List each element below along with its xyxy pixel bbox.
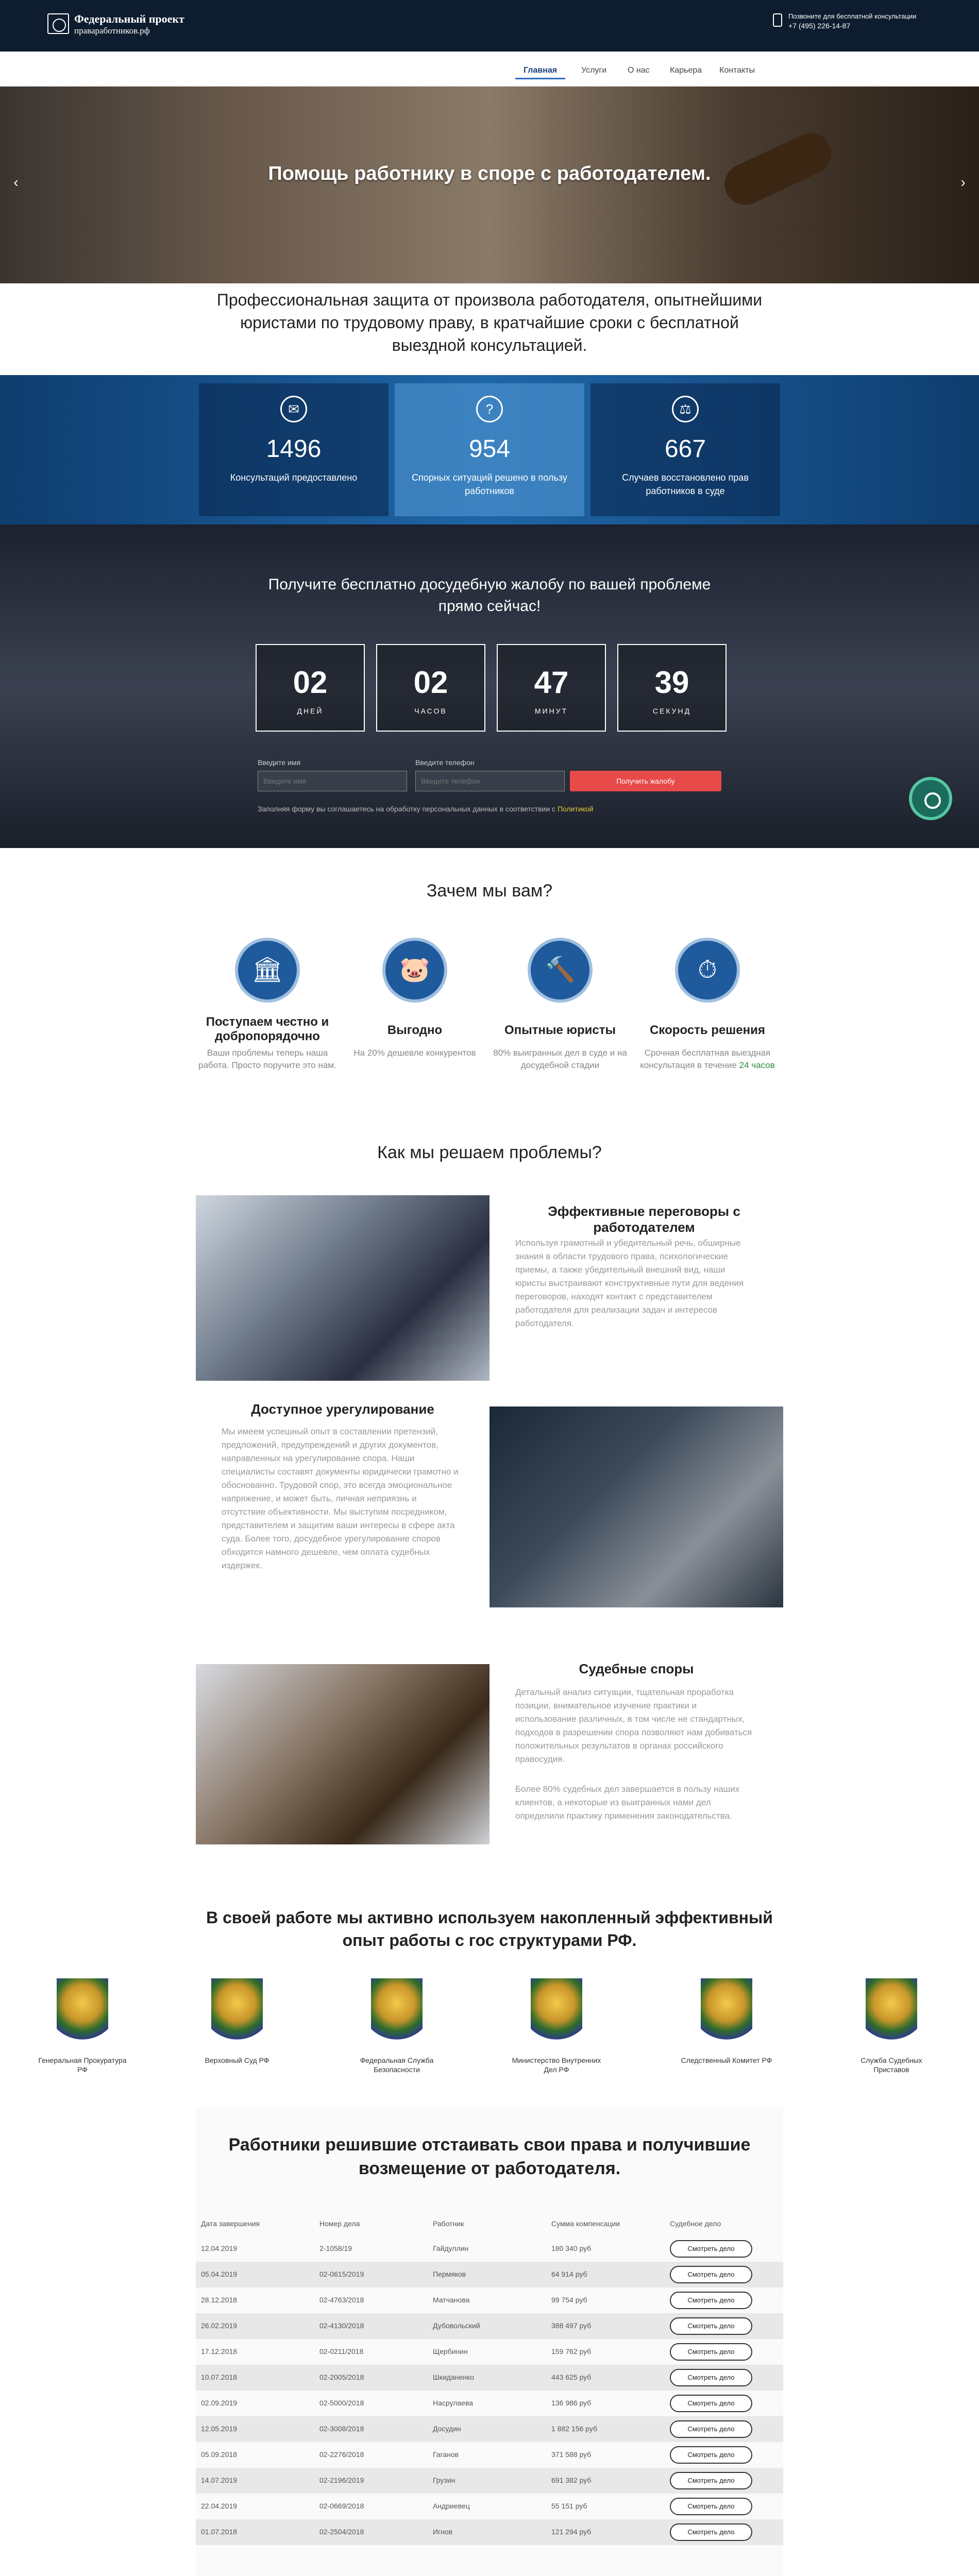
- table-cell: Пермяков: [433, 2270, 466, 2278]
- table-cell: 02-0669/2018: [319, 2502, 364, 2510]
- table-cell: 136 986 руб: [551, 2399, 592, 2407]
- countdown-value: 39: [654, 665, 689, 700]
- phone-caption: Позвоните для бесплатной консультации: [788, 12, 917, 20]
- settlement-desc: Мы имеем успешный опыт в составлении претензий, предложений, предупреждений и других документов, направленных на урегулирование спора. Наши специалисты составят документы юридически грамотно и обоснованно. Трудовой спор, это всегда эмоциональное напряжение, и может быть, личная неприязнь и отсутствие объективности. Мы выступим посредником, представителем и защитим ваши интересы в сфере акта суда. Более того, досудебное урегулирование споров обходится намного дешевле, чем оплата судебных издержек.: [222, 1427, 459, 1570]
- countdown-unit: СЕКУНД: [652, 707, 691, 715]
- table-row: [196, 2262, 783, 2287]
- table-row: [196, 2442, 783, 2468]
- gov-emblem-label: Верховный Суд РФ: [205, 2056, 269, 2064]
- table-cell: 1 882 156 руб: [551, 2425, 597, 2433]
- col-date: Дата завершения: [201, 2219, 260, 2228]
- privacy-note: [258, 805, 594, 813]
- how-title: Как мы решаем проблемы?: [377, 1143, 602, 1162]
- table-cell: Шкиданенко: [433, 2373, 475, 2381]
- intro-subtitle: Профессиональная защита от произвола работодателя, опытнейшими юристами по трудовому праву, в кратчайшие сроки с бесплатной выездной консультацией.: [216, 291, 763, 354]
- gov-emblem-label: Генеральная Прокуратура РФ: [38, 2056, 127, 2074]
- countdown-unit: МИНУТ: [534, 707, 568, 715]
- why-item-desc: На 20% дешевле конкурентов: [353, 1048, 476, 1058]
- table-row: [196, 2287, 783, 2313]
- table-cell: 02.09.2019: [201, 2399, 238, 2407]
- table-cell: Насрулаева: [433, 2399, 474, 2407]
- slider-prev-icon[interactable]: ‹: [13, 174, 19, 190]
- privacy-note-text: Заполняя форму вы соглашаетесь на обработку персональных данных в соответствии с: [258, 805, 556, 813]
- why-item-title: Выгодно: [387, 1023, 443, 1037]
- table-cell: 02-0211/2018: [319, 2347, 364, 2355]
- table-cell: 01.07.2018: [201, 2528, 238, 2536]
- table-cell: 180 340 руб: [551, 2244, 592, 2252]
- table-row: [196, 2391, 783, 2416]
- countdown-section: [0, 524, 979, 848]
- table-cell: 388 497 руб: [551, 2321, 592, 2330]
- table-row: [196, 2468, 783, 2494]
- stat-caption: Консультаций предоставлено: [230, 472, 358, 483]
- why-title: Зачем мы вам?: [426, 881, 553, 901]
- table-cell: 28.12.2018: [201, 2296, 238, 2304]
- table-cell: Дубовольский: [433, 2321, 480, 2330]
- stat-value: 667: [664, 435, 706, 463]
- table-cell: 12.05.2019: [201, 2425, 238, 2433]
- negotiation-desc: Используя грамотный и убедительный речь, обширные знания в области трудового права, психологические приемы, а также убедительный внешний вид, наши юристы выстраивают конструктивные пути для ведения переговоров, находят контакт с представителем работодателя для реализации задач и интересов работодателя.: [515, 1238, 744, 1328]
- countdown-value: 47: [534, 665, 569, 700]
- nav-contacts[interactable]: Контакты: [719, 66, 755, 75]
- table-row: [196, 2339, 783, 2365]
- table-cell: 02-4130/2018: [319, 2321, 364, 2330]
- court-photo: [196, 1664, 490, 1844]
- phone-icon: [773, 13, 782, 27]
- table-cell: 02-2196/2019: [319, 2476, 364, 2484]
- name-label: Введите имя: [258, 758, 301, 767]
- stat-card: [590, 383, 780, 516]
- gov-emblem-label: Министерство Внутренних Дел РФ: [512, 2056, 601, 2074]
- table-cell: 14.07.2019: [201, 2476, 238, 2484]
- settlement-title: Доступное урегулирование: [251, 1401, 434, 1417]
- table-cell: 22.04.2019: [201, 2502, 238, 2510]
- nav-home[interactable]: Главная: [515, 62, 565, 79]
- table-cell: 691 382 руб: [551, 2476, 592, 2484]
- emblem-image: [531, 1978, 582, 2040]
- hero-slider: [0, 87, 979, 283]
- gov-emblem-label: Федеральная Служба Безопасности: [360, 2056, 434, 2074]
- table-cell: 55 151 руб: [551, 2502, 587, 2510]
- table-cell: 64 914 руб: [551, 2270, 587, 2278]
- table-cell: 02-3008/2018: [319, 2425, 364, 2433]
- court-title: Судебные споры: [579, 1661, 694, 1676]
- emblem-image: [701, 1978, 752, 2040]
- why-item-title: Скорость решения: [650, 1023, 765, 1037]
- view-case-button[interactable]: Смотреть дело: [670, 2266, 752, 2283]
- countdown-minutes: [497, 644, 606, 732]
- table-cell: 02-5000/2018: [319, 2399, 364, 2407]
- get-complaint-button[interactable]: Получить жалобу: [570, 771, 721, 791]
- stat-card: [395, 383, 584, 516]
- table-cell: 02-0615/2019: [319, 2270, 364, 2278]
- emblem-image: [57, 1978, 108, 2040]
- table-cell: Матчанова: [433, 2296, 470, 2304]
- court-desc: Детальный анализ ситуации, тщательная проработка позиции, внимательное изучение практики и использование различных, в том числе не стандартных, подходов в разрешении спора позволяют нам добиваться положительных результатов в органах российского правосудия.: [515, 1687, 752, 1764]
- view-case-button[interactable]: Смотреть дело: [670, 2369, 752, 2386]
- main-nav: [0, 52, 979, 87]
- table-cell: Досудин: [433, 2425, 461, 2433]
- logo-emblem-icon: [47, 13, 69, 34]
- emblem-image: [211, 1978, 263, 2040]
- countdown-seconds: [617, 644, 727, 732]
- countdown-title: Получите бесплатно досудебную жалобу по вашей проблеме прямо сейчас!: [268, 576, 711, 615]
- table-cell: Гайдуллин: [433, 2244, 469, 2252]
- table-cell: 371 588 руб: [551, 2450, 592, 2459]
- emblem-image: [371, 1978, 423, 2040]
- why-item-desc-text: Срочная бесплатная выездная консультация в течение: [640, 1048, 771, 1070]
- table-cell: 26.02.2019: [201, 2321, 238, 2330]
- view-case-button[interactable]: Смотреть дело: [670, 2498, 752, 2515]
- table-cell: Гаганов: [433, 2450, 459, 2459]
- bank-icon: 🏛: [235, 938, 300, 1003]
- table-cell: Грузин: [433, 2476, 455, 2484]
- view-case-button[interactable]: Смотреть дело: [670, 2292, 752, 2309]
- stat-card: [199, 383, 389, 516]
- table-row: [196, 2313, 783, 2339]
- countdown-days: [256, 644, 365, 732]
- phone-label: Введите телефон: [415, 758, 475, 767]
- table-cell: 10.07.2018: [201, 2373, 238, 2381]
- slider-next-icon[interactable]: ›: [960, 174, 966, 190]
- table-cell: Игнов: [433, 2528, 453, 2536]
- why-item-desc: Ваши проблемы теперь наша работа. Просто поручите это нам.: [198, 1048, 336, 1070]
- hero-title: Помощь работнику в споре с работодателем.: [268, 163, 711, 184]
- countdown-value: 02: [293, 665, 328, 700]
- countdown-unit: ЧАСОВ: [414, 707, 447, 715]
- col-amount: Сумма компенсации: [551, 2219, 620, 2228]
- gavel-icon: 🔨: [528, 938, 593, 1003]
- view-case-button[interactable]: Смотреть дело: [670, 2240, 752, 2258]
- negotiation-photo: [196, 1195, 490, 1381]
- stat-caption: Спорных ситуаций решено в пользу работников: [412, 472, 567, 496]
- table-row: [196, 2494, 783, 2519]
- table-cell: 121 294 руб: [551, 2528, 592, 2536]
- table-cell: Андриевец: [433, 2502, 470, 2510]
- gov-emblem-label: Служба Судебных Приставов: [860, 2056, 922, 2074]
- table-cell: 02-2005/2018: [319, 2373, 364, 2381]
- table-cell: 12.04.2019: [201, 2244, 238, 2252]
- table-cell: 443 625 руб: [551, 2373, 592, 2381]
- table-cell: 159 762 руб: [551, 2347, 592, 2355]
- nav-about[interactable]: О нас: [628, 66, 650, 75]
- why-item-title: Опытные юристы: [504, 1023, 616, 1037]
- cases-table: [196, 2107, 783, 2576]
- view-case-button[interactable]: Смотреть дело: [670, 2446, 752, 2464]
- stat-value: 1496: [266, 435, 322, 463]
- negotiation-title: Эффективные переговоры с работодателем: [548, 1204, 740, 1235]
- phone-input[interactable]: [415, 771, 565, 791]
- question-icon: ?: [476, 396, 503, 422]
- stat-value: 954: [468, 435, 511, 463]
- stopwatch-icon: ⏱: [675, 938, 740, 1003]
- cases-title: Работники решившие отстаивать свои права и получившие возмещение от работодателя.: [228, 2135, 751, 2178]
- why-item-desc: [633, 1047, 782, 1072]
- stats-section: [0, 375, 979, 524]
- stat-caption: Случаев восстановлено прав работников в суде: [622, 472, 749, 496]
- logo-subtitle: праваработников.рф: [74, 26, 150, 36]
- gov-title: В своей работе мы активно используем накопленный эффективный опыт работы с гос структурами РФ.: [206, 1908, 773, 1950]
- col-worker: Работник: [433, 2219, 464, 2228]
- view-case-button[interactable]: Смотреть дело: [670, 2343, 752, 2361]
- table-cell: 02-2504/2018: [319, 2528, 364, 2536]
- view-case-button[interactable]: Смотреть дело: [670, 2317, 752, 2335]
- privacy-link[interactable]: Политикой: [557, 805, 594, 813]
- nav-career[interactable]: Карьера: [670, 66, 702, 75]
- table-row: [196, 2519, 783, 2545]
- gavel-icon: ⚖: [672, 396, 699, 422]
- name-input[interactable]: [258, 771, 407, 791]
- table-cell: 2-1058/19: [319, 2244, 352, 2252]
- phone-number[interactable]: +7 (495) 226-14-87: [788, 22, 851, 30]
- col-court: Судебное дело: [670, 2219, 721, 2228]
- view-case-button[interactable]: Смотреть дело: [670, 2420, 752, 2438]
- table-cell: 02-4763/2018: [319, 2296, 364, 2304]
- table-cell: 17.12.2018: [201, 2347, 238, 2355]
- view-case-button[interactable]: Смотреть дело: [670, 2472, 752, 2489]
- gov-emblem-label: Следственный Комитет РФ: [681, 2056, 772, 2064]
- countdown-hours: [376, 644, 485, 732]
- nav-services[interactable]: Услуги: [581, 66, 607, 75]
- table-row: [196, 2236, 783, 2262]
- court-desc-2: Более 80% судебных дел завершается в пользу наших клиентов, а некоторые из выигранных нами дел определили практику применения законодательства.: [515, 1784, 740, 1821]
- why-item-desc: 80% выигранных дел в суде и на досудебной стадии: [493, 1048, 627, 1070]
- col-case: Номер дела: [319, 2219, 360, 2228]
- countdown-value: 02: [413, 665, 448, 700]
- why-item-title: Поступаем честно и добропорядочно: [206, 1015, 329, 1043]
- site-logo[interactable]: [47, 12, 217, 36]
- top-bar: [0, 0, 979, 52]
- table-cell: 99 754 руб: [551, 2296, 587, 2304]
- table-cell: Щербинин: [433, 2347, 468, 2355]
- view-case-button[interactable]: Смотреть дело: [670, 2523, 752, 2541]
- emblem-image: [866, 1978, 917, 2040]
- table-cell: 02-2276/2018: [319, 2450, 364, 2459]
- view-case-button[interactable]: Смотреть дело: [670, 2395, 752, 2412]
- table-cell: 05.09.2018: [201, 2450, 238, 2459]
- handshake-photo: [490, 1406, 783, 1607]
- piggy-bank-icon: 🐷: [382, 938, 447, 1003]
- why-item-desc-highlight: 24 часов: [739, 1060, 775, 1070]
- logo-title: Федеральный проект: [74, 12, 184, 25]
- countdown-unit: ДНЕЙ: [297, 707, 324, 715]
- envelope-icon: ✉: [280, 396, 307, 422]
- chat-widget-icon[interactable]: [909, 777, 952, 820]
- table-cell: 05.04.2019: [201, 2270, 238, 2278]
- table-row: [196, 2365, 783, 2391]
- table-row: [196, 2416, 783, 2442]
